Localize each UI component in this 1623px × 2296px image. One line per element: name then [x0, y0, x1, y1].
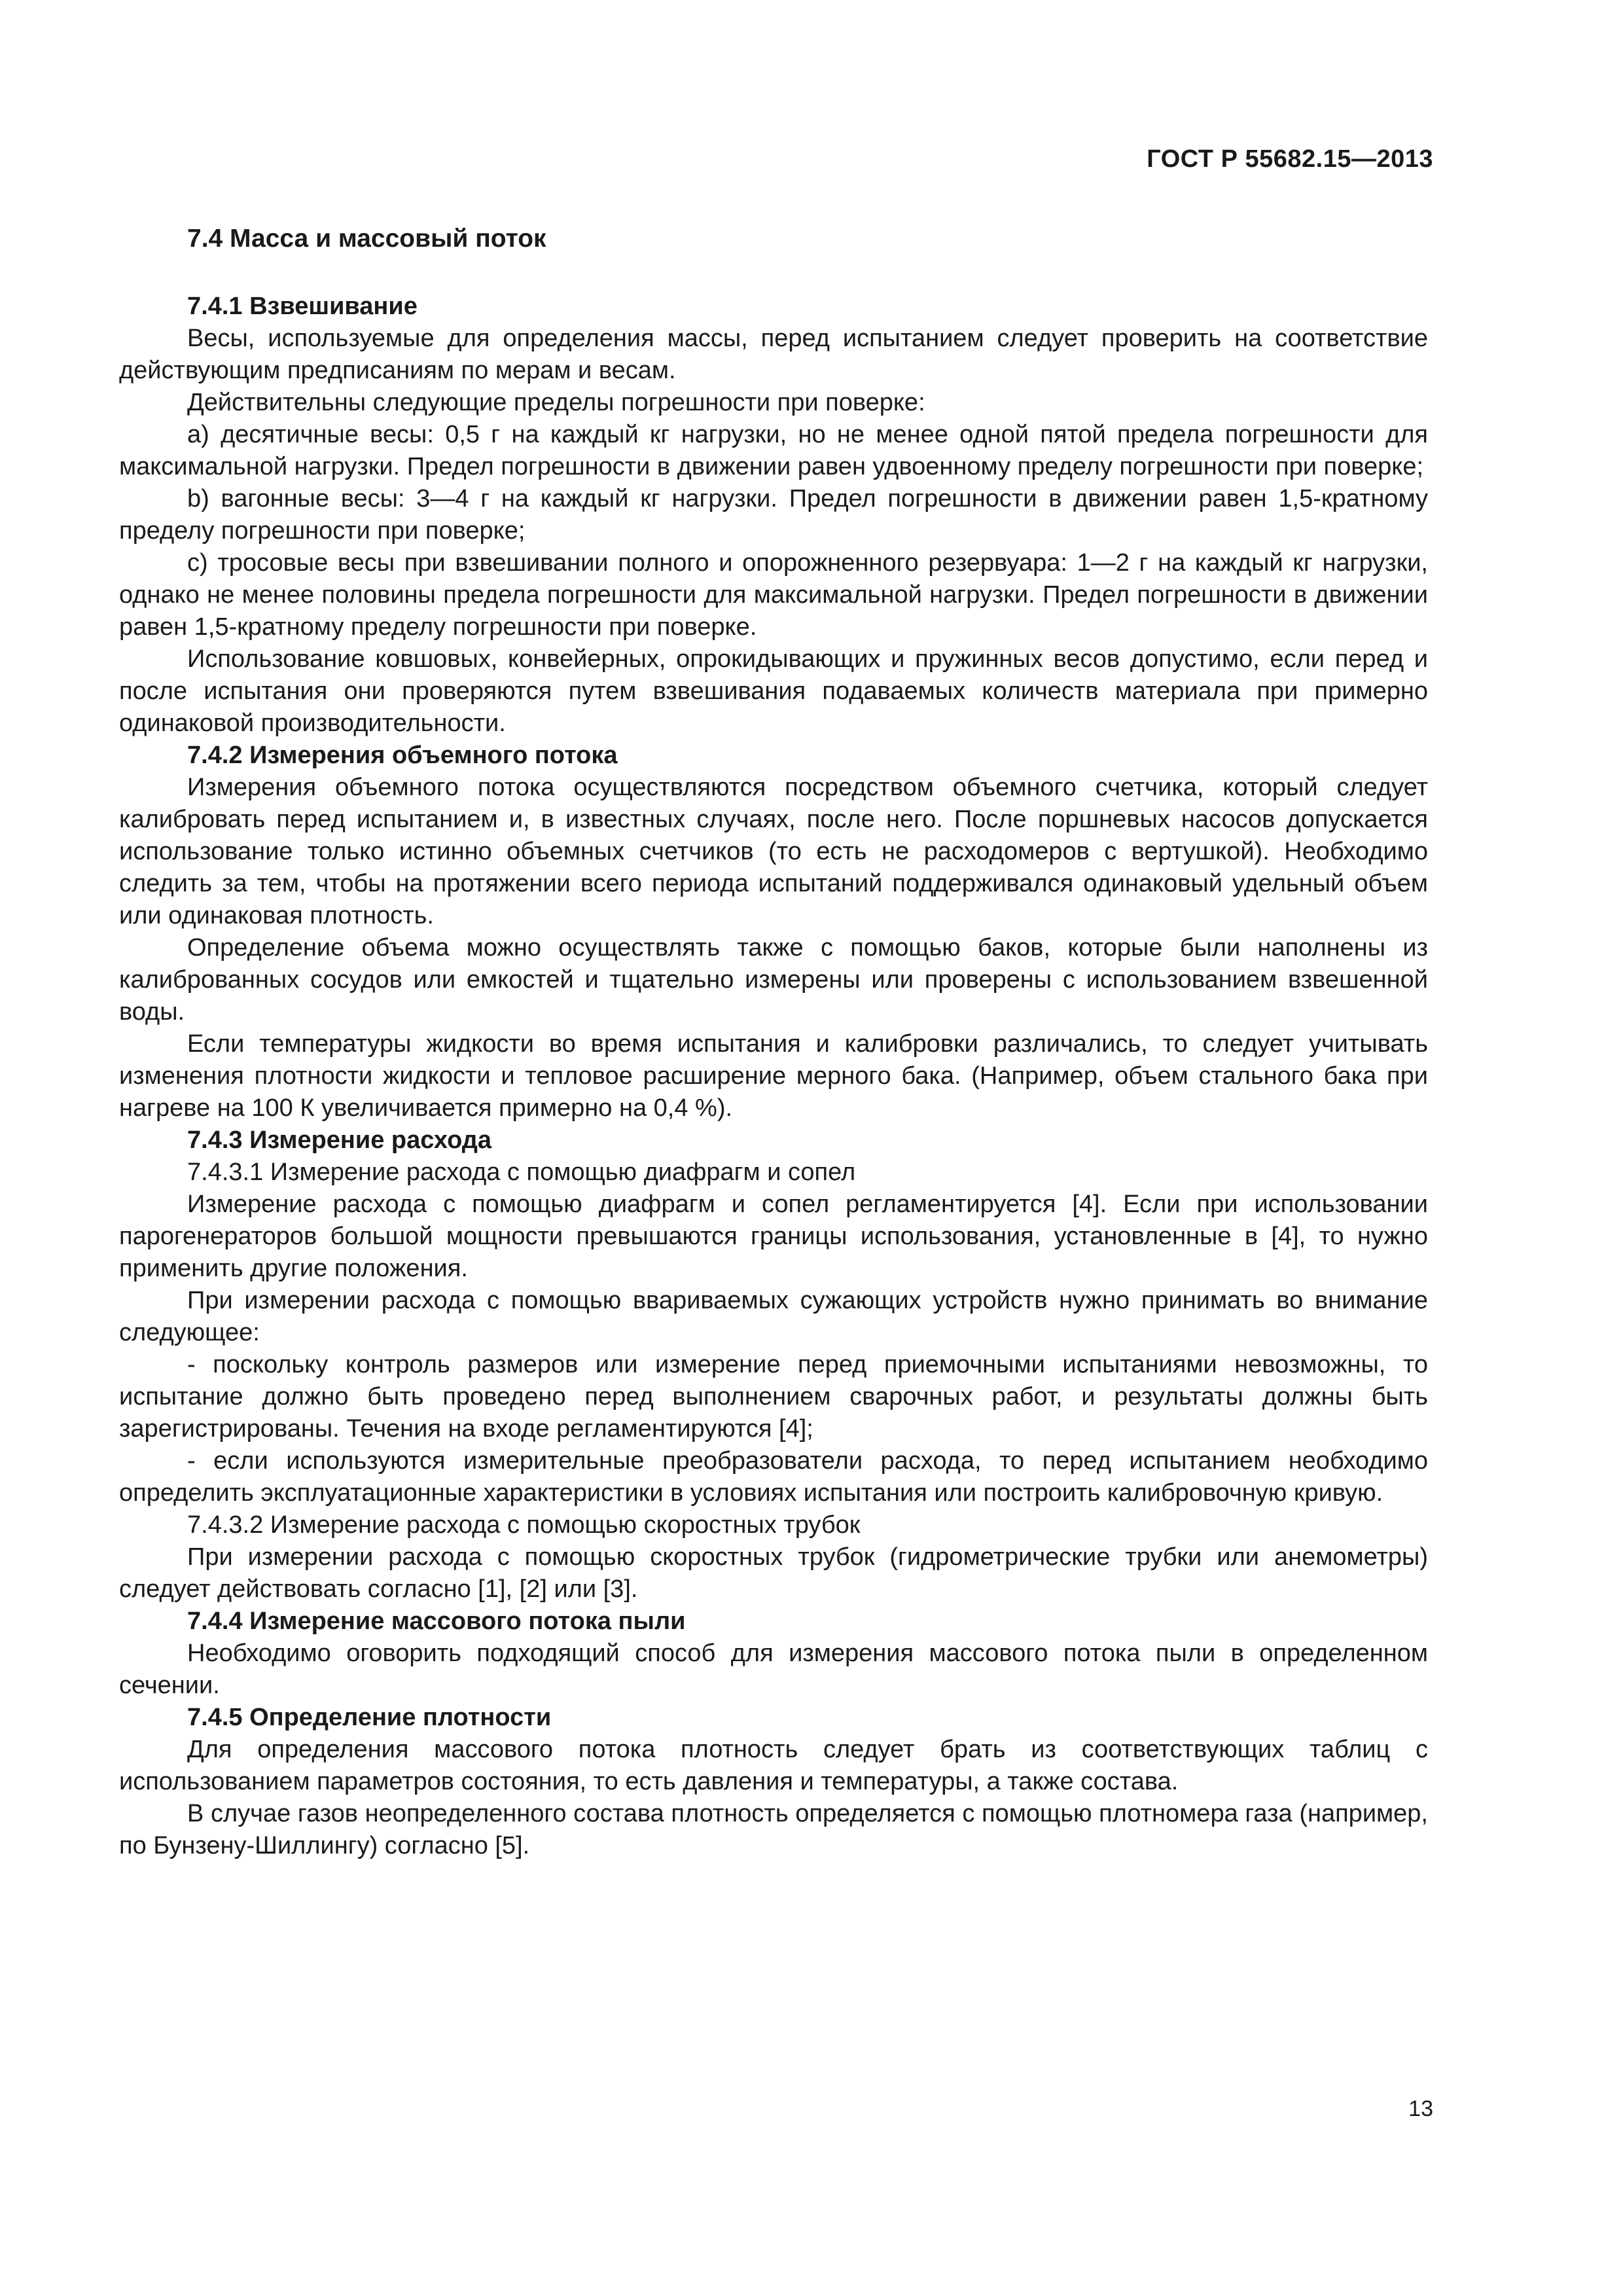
document-code: ГОСТ Р 55682.15—2013: [1147, 145, 1433, 173]
paragraph: Весы, используемые для определения массы, перед испытанием следует проверить на соответствие действующим предписаниям по мерам и весам.: [119, 325, 1428, 384]
list-item: - поскольку контроль размеров или измерение перед приемочными испытаниями невозможны, то испытание должно быть проведено перед выполнением сварочных работ, и результаты должны быть зарегистрированы. Течения на входе регламентируются [4];: [119, 1351, 1428, 1443]
paragraph: Необходимо оговорить подходящий способ для измерения массового потока пыли в определенном сечении.: [119, 1640, 1428, 1699]
paragraph: b) вагонные весы: 3—4 г на каждый кг нагрузки. Предел погрешности в движении равен 1,5-кратному пределу погрешности при поверке;: [119, 485, 1428, 545]
subsection-title-7-4-1: 7.4.1 Взвешивание: [187, 293, 418, 320]
page-number: 13: [1408, 2096, 1433, 2121]
paragraph: Действительны следующие пределы погрешности при поверке:: [187, 389, 925, 416]
document-body: [119, 223, 1428, 1862]
subsection-title-7-4-2: 7.4.2 Измерения объемного потока: [187, 742, 618, 769]
section-title: 7.4 Масса и массовый поток: [187, 224, 546, 253]
paragraph: Использование ковшовых, конвейерных, опрокидывающих и пружинных весов допустимо, если перед и после испытания они проверяются путем взвешивания подаваемых количеств материала при примерно одинаковой производительности.: [119, 645, 1428, 737]
subsection-title-7-4-5: 7.4.5 Определение плотности: [187, 1704, 552, 1731]
paragraph: Измерения объемного потока осуществляются посредством объемного счетчика, который следует калибровать перед испытанием и, в известных случаях, после него. После поршневых насосов допускается использование только истинно объемных счетчиков (то есть не расходомеров с вертушкой). Необходимо следить за тем, чтобы на протяжении всего периода испытаний поддерживался одинаковый удельный объем или одинаковая плотность.: [119, 774, 1428, 929]
paragraph: Измерение расхода с помощью диафрагм и сопел регламентируется [4]. Если при использовании парогенераторов большой мощности превышаются границы использования, установленные в [4], то нужно применить другие положения.: [119, 1191, 1428, 1282]
paragraph: с) тросовые весы при взвешивании полного и опорожненного резервуара: 1—2 г на каждый кг нагрузки, однако не менее половины предела погрешности для максимальной нагрузки. Предел погрешности в движении равен 1,5-кратному пределу погрешности при поверке.: [119, 549, 1428, 641]
list-item: - если используются измерительные преобразователи расхода, то перед испытанием необходимо определить эксплуатационные характеристики в условиях испытания или построить калибровочную кривую.: [119, 1447, 1428, 1507]
paragraph: Определение объема можно осуществлять также с помощью баков, которые были наполнены из калиброванных сосудов или емкостей и тщательно измерены или проверены с использованием взвешенной воды.: [119, 934, 1428, 1026]
paragraph: При измерении расхода с помощью ввариваемых сужающих устройств нужно принимать во внимание следующее:: [119, 1287, 1428, 1346]
paragraph: Если температуры жидкости во время испытания и калибровки различались, то следует учитывать изменения плотности жидкости и тепловое расширение мерного бака. (Например, объем стального бака при нагреве на 100 К увеличивается примерно на 0,4 %).: [119, 1030, 1428, 1122]
paragraph: Для определения массового потока плотность следует брать из соответствующих таблиц с использованием параметров состояния, то есть давления и температуры, а также состава.: [119, 1736, 1428, 1795]
subsection-title-7-4-3: 7.4.3 Измерение расхода: [187, 1126, 492, 1154]
paragraph: В случае газов неопределенного состава плотность определяется с помощью плотномера газа (например, по Бунзену-Шиллингу) согласно [5].: [119, 1800, 1428, 1859]
clause-title-7-4-3-1: 7.4.3.1 Измерение расхода с помощью диафрагм и сопел: [187, 1158, 856, 1186]
clause-title-7-4-3-2: 7.4.3.2 Измерение расхода с помощью скоростных трубок: [187, 1511, 861, 1539]
paragraph: а) десятичные весы: 0,5 г на каждый кг нагрузки, но не менее одной пятой предела погрешности для максимальной нагрузки. Предел погрешности в движении равен удвоенному пределу погрешности при поверке;: [119, 421, 1428, 480]
subsection-title-7-4-4: 7.4.4 Измерение массового потока пыли: [187, 1607, 686, 1635]
paragraph: При измерении расхода с помощью скоростных трубок (гидрометрические трубки или анемометры) следует действовать согласно [1], [2] или [3].: [119, 1543, 1428, 1603]
